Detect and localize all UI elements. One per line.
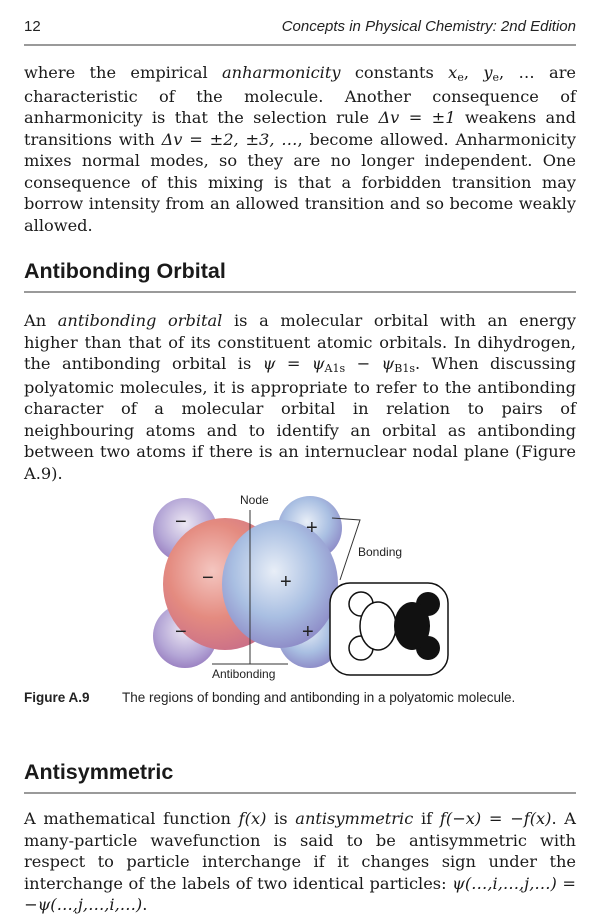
sign-minus-bottom-left: − — [175, 621, 187, 643]
anharmonicity-paragraph: where the empirical anharmonicity constants xe, ye, … are characteristic of the molecule. Another consequence of anharmonicity is that the selection rule Δv = ±1 weakens and transitions with Δv = ±2, ±3, …, become allowed. Anharmonicity mixes normal modes, so they are no longer independent. One consequence of this mixing is that a forbidden transition may borrow intensity from an allowed transition and so become weakly allowed. — [24, 63, 577, 235]
book-title: Concepts in Physical Chemistry: 2nd Edition — [281, 18, 576, 35]
caption-text: The regions of bonding and antibonding in a polyatomic molecule. — [122, 690, 516, 705]
section-rule — [24, 291, 576, 293]
schematic-body-right — [394, 602, 430, 650]
figure-a9 — [140, 488, 480, 688]
label-node: Node — [240, 493, 269, 507]
running-header — [24, 18, 576, 44]
sign-plus-bottom-right: + — [302, 621, 314, 643]
sign-minus-center: − — [202, 567, 214, 589]
section-title-antibonding: Antibonding Orbital — [24, 259, 226, 283]
sign-plus-top-right: + — [306, 517, 318, 539]
section-title-antisymmetric: Antisymmetric — [24, 760, 174, 784]
figure-caption — [24, 690, 584, 706]
section-rule-2 — [24, 792, 576, 794]
antisymmetric-paragraph: A mathematical function f(x) is antisymmetric if f(−x) = −f(x). A many-particle wavefunction is said to be antisymmetric with respect to particle interchange if it changes sign under the interchange of the labels of two identical particles: ψ(…,i,…,j,…) = −ψ(…,j,…,i,…). — [24, 809, 576, 914]
antibonding-paragraph: An antibonding orbital is a molecular orbital with an energy higher than that of its constituent atomic orbitals. In dihydrogen, the antibonding orbital is ψ = ψA1s − ψB1s. When discussing polyatomic molecules, it is appropriate to refer to the antibonding character of a molecular orbital in relation to pairs of neighbouring atoms and to identify an orbital as antibonding between two atoms if there is an internuclear nodal plane (Figure A.9). — [24, 311, 577, 483]
caption-label: Figure A.9 — [24, 690, 90, 705]
label-bonding: Bonding — [358, 545, 403, 559]
label-antibonding: Antibonding — [212, 667, 276, 681]
header-rule — [24, 44, 576, 46]
schematic-body-left — [360, 602, 396, 650]
sign-plus-center: + — [280, 571, 292, 593]
page-number: 12 — [24, 18, 41, 35]
orbital-diagram — [140, 488, 480, 688]
sign-minus-top-left: − — [175, 511, 187, 533]
